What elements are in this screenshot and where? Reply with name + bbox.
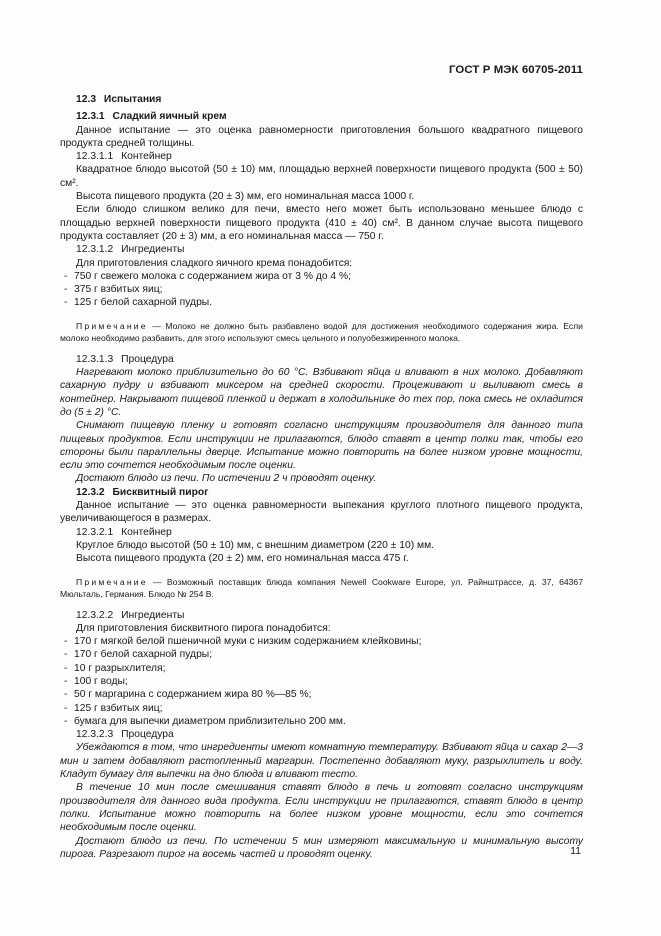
subsection-title: Бисквитный пирог xyxy=(112,486,209,498)
subsection-heading-sponge xyxy=(60,486,583,499)
custard-note xyxy=(60,320,583,345)
custard-container-p1: Квадратное блюдо высотой (50 ± 10) мм, площадью верхней поверхности пищевого продукта (500 ± 50) см². xyxy=(60,164,583,189)
list-item-text: 125 г взбитых яиц; xyxy=(74,702,163,714)
section-title: Испытания xyxy=(103,94,162,105)
list-item-text: 750 г свежего молока с содержанием жира от 3 % до 4 %; xyxy=(74,270,352,282)
list-item-text: бумага для выпечки диаметром приблизительно 200 мм. xyxy=(74,715,346,727)
clause-title: Контейнер xyxy=(121,526,172,538)
list-item-text: 125 г белой сахарной пудры. xyxy=(74,297,213,309)
clause-number: 12.3.1.1 xyxy=(76,151,114,163)
sponge-procedure-p2: В течение 10 мин после смешивания ставят блюдо в печь и готовят согласно инструкциям производителя для данного вида продукта. Если инструкции не прилагаются, ставят блюдо в центр полки. Испытание можно повторить на более низком уровне мощности, если это сочтется необходимым после оценки. xyxy=(60,782,583,834)
list-item: - 125 г белой сахарной пудры. xyxy=(64,297,213,309)
custard-ingredients-lead: Для приготовления сладкого яичного крема понадобится: xyxy=(76,257,353,269)
list-item-text: 10 г разрыхлителя; xyxy=(74,662,166,674)
list-item-text: 170 г мягкой белой пшеничной муки с низким содержанием клейковины; xyxy=(74,636,422,648)
note-label: Примечание xyxy=(76,320,148,331)
custard-procedure-p1: Нагревают молоко приблизительно до 60 °С. Взбивают яйца и вливают в них молоко. Добавляют сахарную пудру и взбивают миксером на средней скорости. Процеживают и выливают смесь в контейнер. Накрывают пищевой пленкой и держат в холодильнике до тех пор, пока смесь не охладится до (5 ± 2) °С. xyxy=(60,367,583,418)
clause-number: 12.3.2.3 xyxy=(76,729,114,741)
clause-title: Контейнер xyxy=(121,151,172,163)
section-number: 12.3 xyxy=(76,94,97,105)
list-item: - бумага для выпечки диаметром приблизительно 200 мм. xyxy=(64,715,346,727)
clause-number: 12.3.2.2 xyxy=(76,609,114,621)
list-item-text: 50 г маргарина с содержанием жира 80 %—85 %; xyxy=(74,689,312,701)
list-item: - 170 г белой сахарной пудры; xyxy=(64,649,213,661)
sponge-intro: Данное испытание — это оценка равномерности выпекания круглого плотного пищевого продукта, увеличивающегося в размерах. xyxy=(60,500,583,525)
clause-heading-sponge-ingredients xyxy=(60,609,583,622)
sponge-ingredients-lead: Для приготовления бисквитного пирога понадобится: xyxy=(76,622,331,634)
list-item: - 125 г взбитых яиц; xyxy=(64,702,163,714)
subsection-heading-custard xyxy=(60,110,583,123)
clause-number: 12.3.1.3 xyxy=(76,353,114,365)
clause-heading-custard-procedure xyxy=(60,353,583,366)
clause-title: Ингредиенты xyxy=(121,609,185,621)
note-text: — Молоко не должно быть разбавлено водой для достижения необходимого содержания жира. Если молоко необходимо разбавить, для этого используют смесь цельного и полуобезжиренного молока. xyxy=(60,320,583,344)
list-item: - 750 г свежего молока с содержанием жира от 3 % до 4 %; xyxy=(64,270,352,282)
list-item: - 100 г воды; xyxy=(64,675,128,687)
clause-title: Процедура xyxy=(121,353,174,365)
standard-header: ГОСТ Р МЭК 60705-2011 xyxy=(449,64,583,76)
clause-heading-sponge-procedure xyxy=(60,728,583,741)
clause-heading-sponge-container xyxy=(60,526,583,539)
section-heading xyxy=(60,93,583,106)
subsection-title: Сладкий яичный крем xyxy=(112,111,227,123)
clause-heading-custard-ingredients xyxy=(60,243,583,256)
note-label: Примечание xyxy=(76,576,148,587)
clause-title: Процедура xyxy=(121,729,174,741)
custard-container-p2: Высота пищевого продукта (20 ± 3) мм, его номинальная масса 1000 г. xyxy=(76,191,415,203)
list-item-text: 375 г взбитых яиц; xyxy=(74,284,163,296)
list-item: - 375 г взбитых яиц; xyxy=(64,284,163,296)
custard-intro: Данное испытание — это оценка равномерности приготовления большого квадратного пищевого продукта средней толщины. xyxy=(60,124,583,149)
note-text: — Возможный поставщик блюда компания Newell Cookware Europe, ул. Райнштрассе, д. 37, 64367 Мюльталь, Германия. Блюдо № 254 В. xyxy=(60,576,583,599)
clause-number: 12.3.2.1 xyxy=(76,526,114,538)
subsection-number: 12.3.1 xyxy=(76,111,105,123)
list-item: - 50 г маргарина с содержанием жира 80 %—85 %; xyxy=(64,689,312,701)
page-number: 11 xyxy=(570,846,581,857)
list-item-text: 170 г белой сахарной пудры; xyxy=(74,649,213,661)
custard-container-p3: Если блюдо слишком велико для печи, вместо него может быть использовано меньшее блюдо с площадью верхней поверхности пищевого продукта (410 ± 40) см². В данном случае высота пищевого продукта составляет (20 ± 3) мм, а его номинальная масса — 750 г. xyxy=(60,204,583,242)
sponge-container-p1: Круглое блюдо высотой (50 ± 10) мм, с внешним диаметром (220 ± 10) мм. xyxy=(76,539,435,551)
custard-procedure-p2: Снимают пищевую пленку и готовят согласно инструкциям производителя для данного типа пищевых продуктов. Если инструкции не прилагаются, блюдо ставят в центр полки так, чтобы его стороны были параллельны дверце. Испытание можно повторить на более низком уровне мощности, если это сочтется необходимым после оценки. xyxy=(60,420,583,472)
clause-title: Ингредиенты xyxy=(121,244,185,256)
sponge-procedure-p3: Достают блюдо из печи. По истечении 5 мин измеряют максимальную и минимальную высоту пирога. Разрезают пирог на восемь частей и проводят оценку. xyxy=(60,835,583,860)
sponge-procedure-p1: Убеждаются в том, что ингредиенты имеют комнатную температуру. Взбивают яйца и сахар 2—3 мин и затем добавляют растопленный маргарин. Постепенно добавляют муку, разрыхлитель и воду. Кладут бумагу для выпечки на дно блюда и вливают тесто. xyxy=(60,742,583,781)
list-item-text: 100 г воды; xyxy=(74,675,128,687)
subsection-number: 12.3.2 xyxy=(76,486,105,498)
list-item: - 10 г разрыхлителя; xyxy=(64,662,166,674)
clause-number: 12.3.1.2 xyxy=(76,244,114,256)
sponge-note xyxy=(60,576,583,601)
custard-procedure-p3: Достают блюдо из печи. По истечении 2 ч проводят оценку. xyxy=(76,473,377,485)
list-item: - 170 г мягкой белой пшеничной муки с низким содержанием клейковины; xyxy=(64,636,422,648)
clause-heading-custard-container xyxy=(60,150,583,163)
document-body xyxy=(60,93,583,861)
sponge-container-p2: Высота пищевого продукта (20 ± 2) мм, его номинальная масса 475 г. xyxy=(76,553,409,565)
